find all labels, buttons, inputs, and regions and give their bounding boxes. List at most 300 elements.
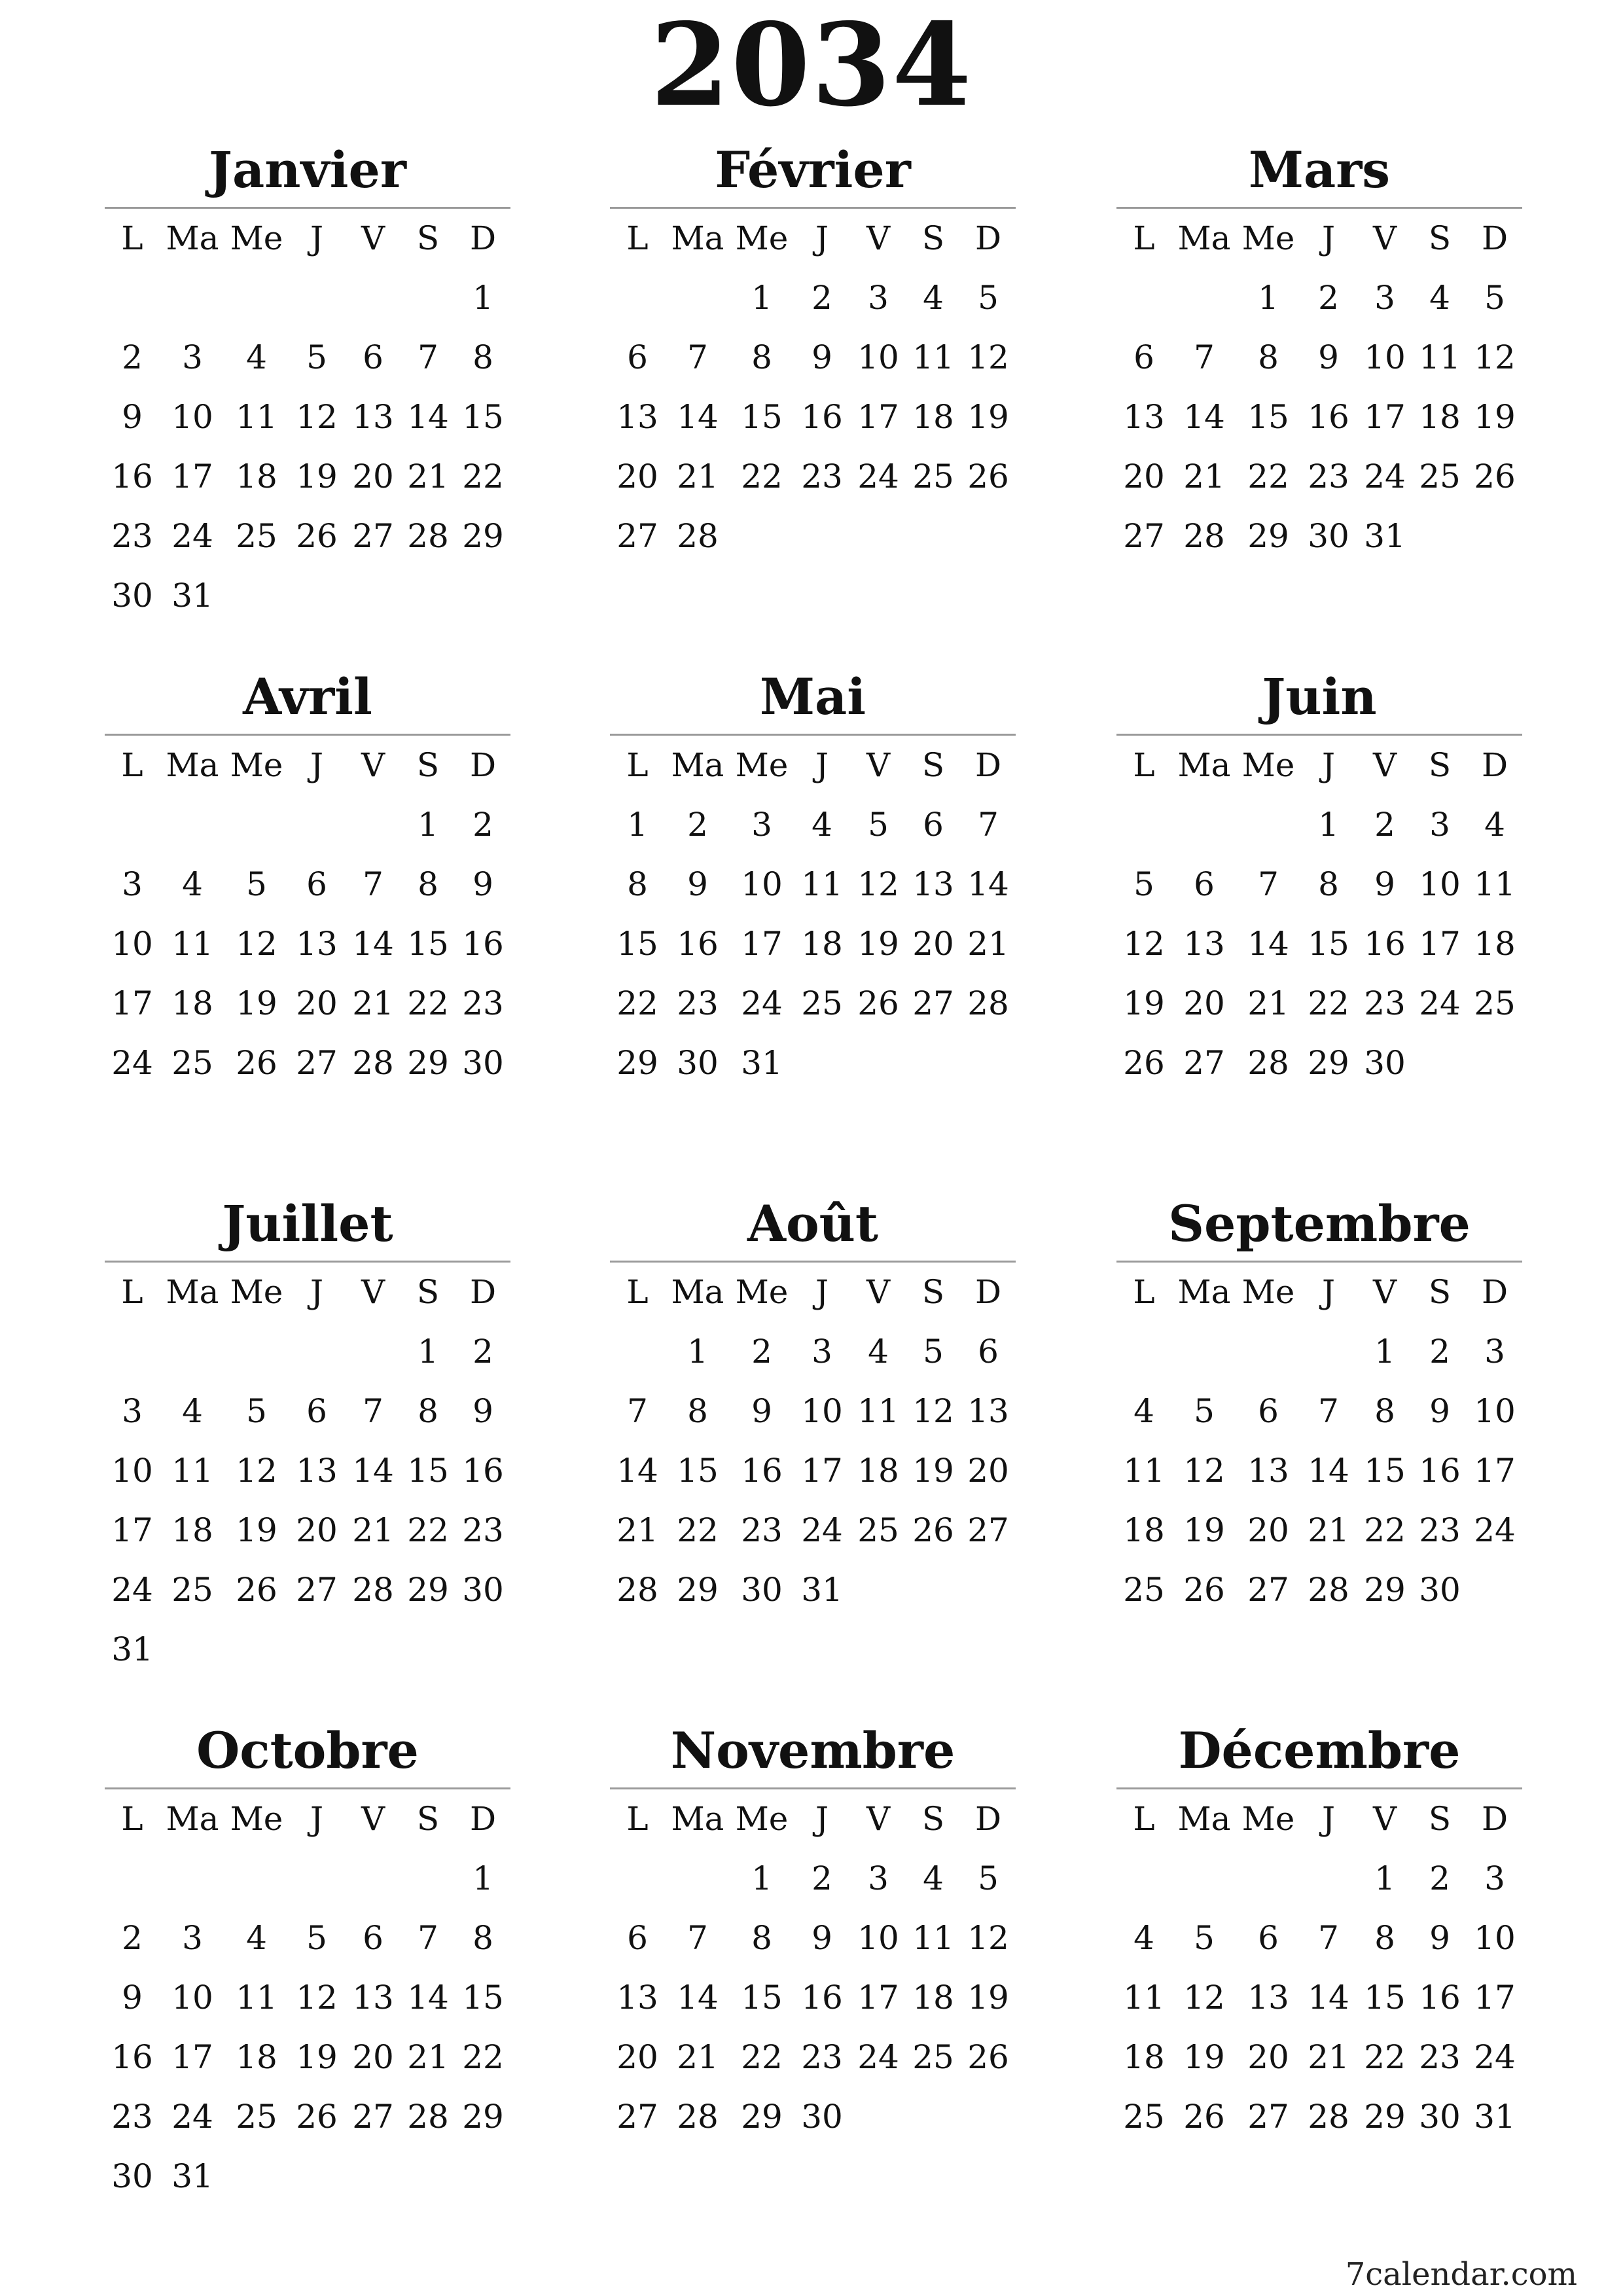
day-cell: 21 <box>677 2038 719 2076</box>
day-cell <box>346 268 401 328</box>
week-row <box>610 914 1016 974</box>
weekday-header <box>610 209 1016 268</box>
day-cell: 14 <box>352 925 394 963</box>
weekday-label: V <box>361 219 385 257</box>
month-block <box>1116 0 1522 566</box>
week-row <box>105 1909 510 1968</box>
day-cell: 19 <box>967 1979 1009 2017</box>
day-cell: 27 <box>1247 2098 1289 2136</box>
day-cell: 27 <box>1123 517 1165 555</box>
month-block <box>610 0 1016 566</box>
day-cell: 3 <box>751 806 772 844</box>
day-cell: 13 <box>1123 398 1165 436</box>
week-row <box>105 447 510 507</box>
day-cell: 25 <box>1123 2098 1165 2136</box>
weekday-label: D <box>469 1273 497 1311</box>
weekday-label: J <box>1321 219 1336 257</box>
day-cell: 7 <box>687 1919 708 1957</box>
day-cell <box>401 2147 455 2206</box>
day-cell: 29 <box>1247 517 1289 555</box>
weekday-label: Ma <box>1177 1273 1231 1311</box>
weekday-label: S <box>921 1800 945 1838</box>
day-cell: 20 <box>967 1452 1009 1490</box>
week-row <box>1116 1382 1522 1441</box>
day-cell <box>225 795 288 855</box>
day-cell: 4 <box>1133 1392 1154 1430</box>
weekday-label: L <box>1133 1273 1155 1311</box>
day-cell: 15 <box>462 398 504 436</box>
day-cell: 2 <box>1374 806 1395 844</box>
day-cell: 26 <box>1183 2098 1225 2136</box>
day-cell: 7 <box>418 338 438 376</box>
day-cell: 30 <box>1419 2098 1461 2136</box>
day-cell: 2 <box>473 806 493 844</box>
day-cell <box>610 268 665 328</box>
week-row <box>1116 268 1522 328</box>
day-cell: 11 <box>236 1979 277 2017</box>
day-cell: 1 <box>473 279 493 317</box>
day-cell: 11 <box>857 1392 899 1430</box>
week-row <box>1116 1909 1522 1968</box>
day-cell: 31 <box>171 2157 213 2195</box>
day-cell: 12 <box>236 1452 277 1490</box>
weekday-label: S <box>416 1273 440 1311</box>
day-cell: 19 <box>912 1452 954 1490</box>
day-cell: 29 <box>407 1044 449 1082</box>
day-cell: 18 <box>801 925 843 963</box>
day-cell: 3 <box>1429 806 1450 844</box>
weekday-label: S <box>1428 219 1452 257</box>
day-cell: 6 <box>1133 338 1154 376</box>
day-cell: 20 <box>296 984 338 1022</box>
day-cell: 1 <box>1318 806 1339 844</box>
week-row <box>105 387 510 447</box>
day-cell: 8 <box>687 1392 708 1430</box>
day-cell <box>346 1849 401 1909</box>
weekday-label: V <box>866 746 891 784</box>
week-row <box>105 974 510 1033</box>
day-cell <box>1237 1849 1300 1909</box>
day-cell <box>401 1849 455 1909</box>
day-cell: 7 <box>1318 1392 1339 1430</box>
week-row <box>105 268 510 328</box>
week-row <box>610 447 1016 507</box>
day-cell <box>225 2147 288 2206</box>
weekday-label: Me <box>230 219 283 257</box>
day-cell: 27 <box>967 1511 1009 1549</box>
day-cell: 18 <box>171 1511 213 1549</box>
day-cell: 17 <box>111 1511 153 1549</box>
weekday-header <box>610 1263 1016 1322</box>
day-cell: 28 <box>1247 1044 1289 1082</box>
day-cell: 7 <box>627 1392 648 1430</box>
day-cell: 1 <box>473 1859 493 1897</box>
day-cell: 2 <box>122 338 143 376</box>
weekday-label: L <box>1133 746 1155 784</box>
day-cell <box>160 1849 225 1909</box>
day-cell: 4 <box>246 338 267 376</box>
day-cell: 17 <box>1364 398 1406 436</box>
weekday-header <box>1116 1263 1522 1322</box>
day-cell: 4 <box>1133 1919 1154 1957</box>
week-row <box>105 1382 510 1441</box>
day-cell: 28 <box>352 1044 394 1082</box>
day-cell: 4 <box>1484 806 1505 844</box>
day-cell <box>1171 795 1237 855</box>
day-cell: 22 <box>677 1511 719 1549</box>
day-cell <box>346 1322 401 1382</box>
weekday-label: L <box>1133 1800 1155 1838</box>
day-cell <box>1237 795 1300 855</box>
day-cell: 15 <box>1308 925 1349 963</box>
day-cell: 24 <box>857 2038 899 2076</box>
month-name: Avril <box>243 668 372 726</box>
day-cell: 24 <box>111 1044 153 1082</box>
day-cell: 29 <box>616 1044 658 1082</box>
day-cell: 22 <box>741 457 783 495</box>
day-cell: 12 <box>1183 1452 1225 1490</box>
day-cell: 11 <box>171 1452 213 1490</box>
day-cell: 15 <box>741 1979 783 2017</box>
day-cell: 24 <box>857 457 899 495</box>
day-cell: 21 <box>616 1511 658 1549</box>
day-cell: 27 <box>616 2098 658 2136</box>
footer-site-name: 7calendar.com <box>1345 2256 1577 2293</box>
weekday-label: D <box>469 1800 497 1838</box>
year-title: 2034 <box>650 0 973 132</box>
day-cell: 4 <box>246 1919 267 1957</box>
day-cell: 3 <box>868 279 889 317</box>
weekday-label: Ma <box>671 219 724 257</box>
month-block <box>1116 1054 1522 1620</box>
weekday-label: J <box>310 746 324 784</box>
day-cell: 25 <box>236 517 277 555</box>
weekday-label: J <box>1321 1800 1336 1838</box>
month-name: Octobre <box>196 1721 419 1780</box>
week-row <box>610 1382 1016 1441</box>
day-cell: 3 <box>1374 279 1395 317</box>
month-name: Juillet <box>222 1194 393 1253</box>
day-cell: 6 <box>923 806 944 844</box>
day-cell: 31 <box>1474 2098 1516 2136</box>
day-cell: 13 <box>296 925 338 963</box>
day-cell: 13 <box>616 1979 658 2017</box>
day-cell: 9 <box>812 338 832 376</box>
week-row <box>105 328 510 387</box>
day-cell: 1 <box>1374 1859 1395 1897</box>
day-cell <box>1171 1849 1237 1909</box>
day-cell: 7 <box>1194 338 1215 376</box>
day-cell: 20 <box>912 925 954 963</box>
week-row <box>105 2028 510 2087</box>
weekday-label: Me <box>230 746 283 784</box>
week-row <box>1116 795 1522 855</box>
day-cell: 30 <box>677 1044 719 1082</box>
month-block <box>610 527 1016 1093</box>
month-block <box>105 527 510 1093</box>
day-cell <box>1116 1322 1171 1382</box>
day-cell: 13 <box>912 865 954 903</box>
weekday-label: Ma <box>1177 1800 1231 1838</box>
day-cell: 14 <box>407 398 449 436</box>
day-cell: 18 <box>1419 398 1461 436</box>
day-cell: 21 <box>407 457 449 495</box>
day-cell: 20 <box>1123 457 1165 495</box>
day-cell: 16 <box>462 925 504 963</box>
day-cell: 4 <box>182 1392 203 1430</box>
weekday-label: D <box>1481 746 1508 784</box>
day-cell: 1 <box>418 1333 438 1371</box>
weekday-label: V <box>361 1800 385 1838</box>
day-cell: 23 <box>462 1511 504 1549</box>
month-block <box>1116 1581 1522 2147</box>
day-cell: 19 <box>1183 1511 1225 1549</box>
day-cell: 7 <box>1318 1919 1339 1957</box>
weekday-header <box>105 1263 510 1322</box>
day-cell: 13 <box>616 398 658 436</box>
weekday-label: S <box>416 219 440 257</box>
week-row <box>1116 2087 1522 2147</box>
day-cell: 3 <box>1484 1333 1505 1371</box>
day-cell: 16 <box>801 398 843 436</box>
day-cell: 5 <box>1133 865 1154 903</box>
week-row <box>105 1441 510 1501</box>
day-cell: 22 <box>1308 984 1349 1022</box>
day-cell: 10 <box>1474 1919 1516 1957</box>
day-cell: 24 <box>1474 1511 1516 1549</box>
weekday-label: J <box>310 1800 324 1838</box>
day-cell: 5 <box>923 1333 944 1371</box>
day-cell: 10 <box>741 865 783 903</box>
day-cell: 22 <box>407 1511 449 1549</box>
day-cell: 11 <box>236 398 277 436</box>
day-cell: 17 <box>1474 1979 1516 2017</box>
day-cell <box>1237 1322 1300 1382</box>
weekday-header <box>105 1789 510 1849</box>
day-cell: 12 <box>296 398 338 436</box>
day-cell: 25 <box>801 984 843 1022</box>
day-cell: 24 <box>1474 2038 1516 2076</box>
weekday-label: V <box>866 1273 891 1311</box>
day-cell <box>851 2087 906 2147</box>
day-cell: 9 <box>1374 865 1395 903</box>
day-cell: 9 <box>812 1919 832 1957</box>
weekday-label: Ma <box>671 1800 724 1838</box>
day-cell: 7 <box>1258 865 1279 903</box>
day-cell: 26 <box>236 1571 277 1609</box>
day-cell: 1 <box>687 1333 708 1371</box>
day-cell: 6 <box>978 1333 999 1371</box>
weekday-label: J <box>310 219 324 257</box>
day-cell: 3 <box>812 1333 832 1371</box>
week-row <box>1116 974 1522 1033</box>
day-cell: 23 <box>801 457 843 495</box>
day-cell: 24 <box>741 984 783 1022</box>
month-block <box>1116 527 1522 1093</box>
day-cell: 15 <box>1364 1452 1406 1490</box>
day-cell: 14 <box>677 398 719 436</box>
day-cell <box>160 795 225 855</box>
day-cell: 20 <box>1183 984 1225 1022</box>
weekday-label: Me <box>1241 1273 1295 1311</box>
day-cell: 30 <box>1419 1571 1461 1609</box>
day-cell: 14 <box>1247 925 1289 963</box>
day-cell: 9 <box>1429 1392 1450 1430</box>
day-cell <box>610 1322 665 1382</box>
day-cell: 27 <box>1183 1044 1225 1082</box>
day-cell: 30 <box>1364 1044 1406 1082</box>
day-cell <box>160 1322 225 1382</box>
day-cell: 4 <box>923 1859 944 1897</box>
day-cell: 31 <box>801 1571 843 1609</box>
day-cell: 19 <box>1123 984 1165 1022</box>
weekday-label: V <box>1372 219 1397 257</box>
day-cell: 10 <box>1419 865 1461 903</box>
week-row <box>105 1968 510 2028</box>
day-cell: 15 <box>462 1979 504 2017</box>
week-row <box>610 1849 1016 1909</box>
weekday-label: V <box>1372 746 1397 784</box>
day-cell: 24 <box>171 517 213 555</box>
week-row <box>610 1968 1016 2028</box>
day-cell: 10 <box>171 398 213 436</box>
day-cell: 16 <box>1419 1452 1461 1490</box>
day-cell: 8 <box>751 338 772 376</box>
day-cell: 21 <box>352 984 394 1022</box>
day-cell: 2 <box>812 1859 832 1897</box>
weekday-header <box>105 209 510 268</box>
week-row <box>1116 1968 1522 2028</box>
week-row <box>105 1849 510 1909</box>
day-cell: 18 <box>1123 2038 1165 2076</box>
day-cell <box>288 795 346 855</box>
day-cell <box>288 268 346 328</box>
day-cell: 22 <box>1364 2038 1406 2076</box>
weekday-label: D <box>469 219 497 257</box>
weekday-label: S <box>1428 746 1452 784</box>
day-cell: 12 <box>296 1979 338 2017</box>
day-cell: 19 <box>1474 398 1516 436</box>
month-name: Janvier <box>209 141 406 199</box>
day-cell: 15 <box>407 1452 449 1490</box>
day-cell: 11 <box>801 865 843 903</box>
day-cell: 10 <box>801 1392 843 1430</box>
day-cell: 27 <box>616 517 658 555</box>
day-cell: 25 <box>236 2098 277 2136</box>
day-cell: 21 <box>1183 457 1225 495</box>
month-name: Novembre <box>670 1721 955 1780</box>
day-cell: 5 <box>978 1859 999 1897</box>
month-block <box>610 1581 1016 2147</box>
day-cell <box>1300 1849 1357 1909</box>
day-cell: 13 <box>967 1392 1009 1430</box>
day-cell: 3 <box>1484 1859 1505 1897</box>
day-cell: 19 <box>967 398 1009 436</box>
weekday-header <box>610 736 1016 795</box>
day-cell: 13 <box>352 1979 394 2017</box>
day-cell: 29 <box>1364 1571 1406 1609</box>
day-cell: 1 <box>1258 279 1279 317</box>
day-cell <box>1116 1849 1171 1909</box>
day-cell: 31 <box>1364 517 1406 555</box>
day-cell: 25 <box>1419 457 1461 495</box>
day-cell: 28 <box>616 1571 658 1609</box>
day-cell: 4 <box>182 865 203 903</box>
day-cell: 15 <box>1247 398 1289 436</box>
day-cell: 23 <box>111 2098 153 2136</box>
weekday-label: V <box>1372 1800 1397 1838</box>
week-row <box>1116 914 1522 974</box>
week-row <box>610 795 1016 855</box>
day-cell: 30 <box>1308 517 1349 555</box>
day-cell: 20 <box>352 457 394 495</box>
day-cell: 11 <box>171 925 213 963</box>
day-cell: 25 <box>171 1571 213 1609</box>
day-cell: 16 <box>677 925 719 963</box>
week-row <box>610 2028 1016 2087</box>
day-cell: 4 <box>1429 279 1450 317</box>
day-cell: 26 <box>967 457 1009 495</box>
weekday-label: D <box>1481 219 1508 257</box>
day-cell: 15 <box>616 925 658 963</box>
day-cell: 15 <box>741 398 783 436</box>
day-cell: 11 <box>912 338 954 376</box>
day-cell: 14 <box>1308 1452 1349 1490</box>
week-row <box>105 1501 510 1560</box>
weekday-label: D <box>974 1273 1002 1311</box>
day-cell: 10 <box>111 1452 153 1490</box>
weekday-label: S <box>1428 1800 1452 1838</box>
weekday-label: Ma <box>166 746 219 784</box>
day-cell: 11 <box>912 1919 954 1957</box>
day-cell: 6 <box>363 338 383 376</box>
day-cell: 31 <box>111 1630 153 1668</box>
day-cell: 23 <box>677 984 719 1022</box>
day-cell: 21 <box>967 925 1009 963</box>
weekday-label: Me <box>230 1273 283 1311</box>
day-cell: 11 <box>1123 1979 1165 2017</box>
day-cell: 25 <box>1123 1571 1165 1609</box>
weekday-label: Me <box>1241 1800 1295 1838</box>
day-cell: 23 <box>111 517 153 555</box>
day-cell: 7 <box>418 1919 438 1957</box>
day-cell: 23 <box>1419 1511 1461 1549</box>
day-cell: 19 <box>296 457 338 495</box>
day-cell: 17 <box>1474 1452 1516 1490</box>
day-cell: 9 <box>687 865 708 903</box>
day-cell: 5 <box>306 1919 327 1957</box>
day-cell: 2 <box>1429 1859 1450 1897</box>
day-cell: 1 <box>751 1859 772 1897</box>
day-cell: 26 <box>1474 457 1516 495</box>
day-cell: 13 <box>1183 925 1225 963</box>
day-cell: 19 <box>296 2038 338 2076</box>
day-cell: 18 <box>857 1452 899 1490</box>
day-cell: 22 <box>407 984 449 1022</box>
day-cell: 22 <box>462 457 504 495</box>
day-cell <box>401 268 455 328</box>
day-cell: 6 <box>363 1919 383 1957</box>
week-row <box>105 2147 510 2206</box>
day-cell: 8 <box>1318 865 1339 903</box>
day-cell: 9 <box>122 398 143 436</box>
day-cell: 5 <box>1194 1392 1215 1430</box>
weekday-label: J <box>815 1800 829 1838</box>
week-row <box>1116 1322 1522 1382</box>
day-cell: 7 <box>363 1392 383 1430</box>
weekday-label: Me <box>230 1800 283 1838</box>
day-cell: 18 <box>236 457 277 495</box>
